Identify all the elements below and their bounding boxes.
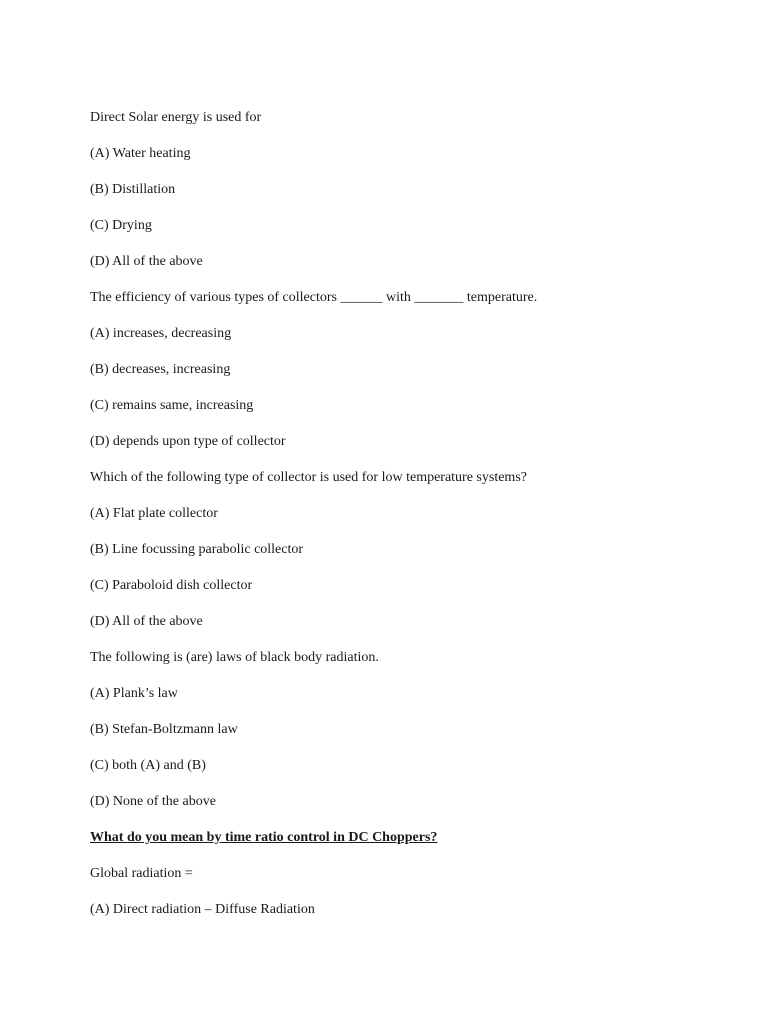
document-page [90, 108, 730, 936]
answer-option: (C) both (A) and (B) [90, 758, 206, 773]
answer-option: (A) Plank’s law [90, 686, 178, 701]
answer-option: (A) Water heating [90, 146, 191, 161]
answer-option: (B) Line focussing parabolic collector [90, 542, 304, 557]
answer-option: (D) All of the above [90, 614, 203, 629]
question-text: Direct Solar energy is used for [90, 110, 262, 125]
answer-option: (B) Stefan-Boltzmann law [90, 722, 238, 737]
answer-option: (B) Distillation [90, 182, 176, 197]
question-text: The efficiency of various types of collectors ______ with _______ temperature. [90, 290, 538, 305]
section-heading: What do you mean by time ratio control in DC Choppers? [90, 830, 438, 845]
answer-option: (D) depends upon type of collector [90, 434, 286, 449]
answer-option: (D) All of the above [90, 254, 203, 269]
answer-option: (C) Drying [90, 218, 152, 233]
answer-option: (C) Paraboloid dish collector [90, 578, 253, 593]
answer-option: (B) decreases, increasing [90, 362, 231, 377]
answer-option: (A) Flat plate collector [90, 506, 218, 521]
answer-option: (A) increases, decreasing [90, 326, 232, 341]
answer-option: (C) remains same, increasing [90, 398, 254, 413]
answer-option: (D) None of the above [90, 794, 216, 809]
answer-option: (A) Direct radiation – Diffuse Radiation [90, 902, 315, 917]
question-text: Which of the following type of collector is used for low temperature systems? [90, 470, 527, 485]
question-text: Global radiation = [90, 866, 193, 881]
question-text: The following is (are) laws of black body radiation. [90, 650, 379, 665]
